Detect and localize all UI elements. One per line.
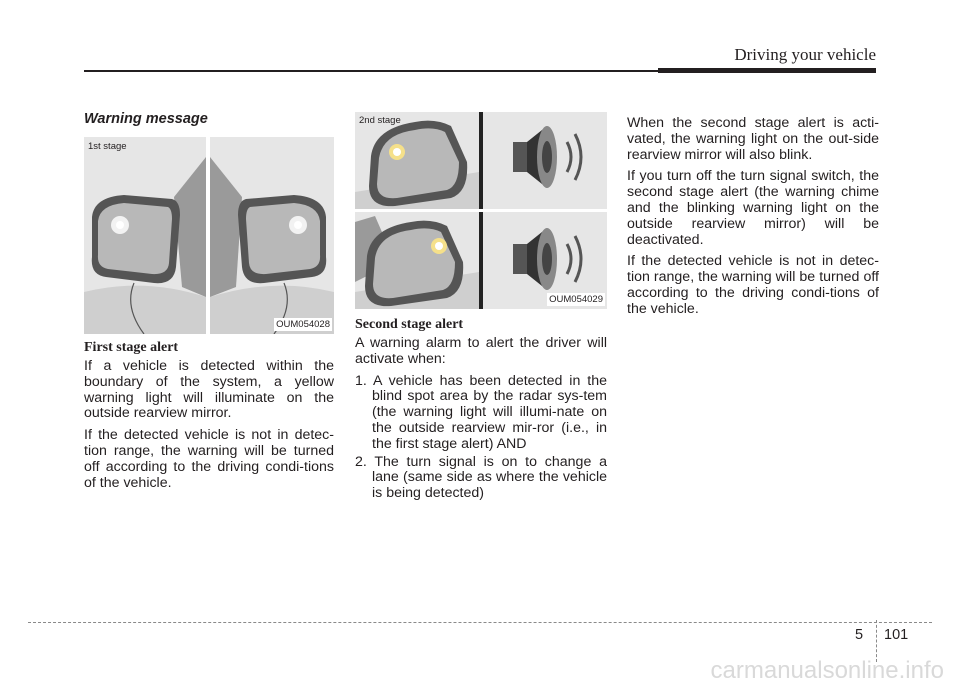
second-stage-heading: Second stage alert: [355, 317, 464, 332]
mirror-illustration-first-stage: [84, 137, 334, 334]
figure-code: OUM054028: [276, 319, 330, 330]
footer-divider: [876, 620, 877, 662]
first-stage-heading: First stage alert: [84, 340, 179, 355]
mirror-speaker-illustration-second-stage: [355, 112, 607, 309]
middle-column: [355, 112, 607, 504]
section-heading: Warning message: [84, 111, 208, 127]
condition-list: [355, 374, 607, 502]
list-item: 1. A vehicle has been detected in the blind spot area by the radar sys-tem (the warning light will illumi-nate on the outside rearview mir-ror (i.e., in the first stage alert) AND: [355, 372, 607, 452]
figure-code: OUM054029: [549, 294, 603, 305]
stage-label: 1st stage: [88, 141, 127, 152]
stage-label: 2nd stage: [359, 115, 401, 126]
paragraph: If the detected vehicle is not in detec-tion range, the warning will be turned off according to the driving condi-tions of the vehicle.: [627, 253, 879, 317]
page-number: 101: [884, 627, 909, 643]
paragraph: When the second stage alert is acti-vated, the warning light on the out-side rearview mirror will also blink.: [627, 115, 879, 163]
header-rule-accent: [658, 68, 876, 73]
left-column: [84, 108, 334, 497]
footer-rule: [28, 622, 932, 623]
first-stage-figure: [84, 137, 334, 334]
paragraph: If you turn off the turn signal switch, the second stage alert (the warning chime and the blinking warning light on the outside rearview mirror) will be deactivated.: [627, 168, 879, 248]
paragraph: If the detected vehicle is not in detec-tion range, the warning will be turned off according to the driving condi-tions of the vehicle.: [84, 427, 334, 491]
right-column: [627, 116, 879, 324]
page-header-title: Driving your vehicle: [734, 45, 876, 64]
watermark: carmanualsonline.info: [710, 657, 944, 684]
second-stage-figure: [355, 112, 607, 309]
paragraph: If a vehicle is detected within the boundary of the system, a yellow warning light will illuminate on the outside rearview mirror.: [84, 358, 334, 422]
list-item: 2. The turn signal is on to change a lane (same side as where the vehicle is being detected): [355, 453, 607, 502]
paragraph: A warning alarm to alert the driver will activate when:: [355, 335, 607, 367]
chapter-number: 5: [855, 627, 864, 643]
